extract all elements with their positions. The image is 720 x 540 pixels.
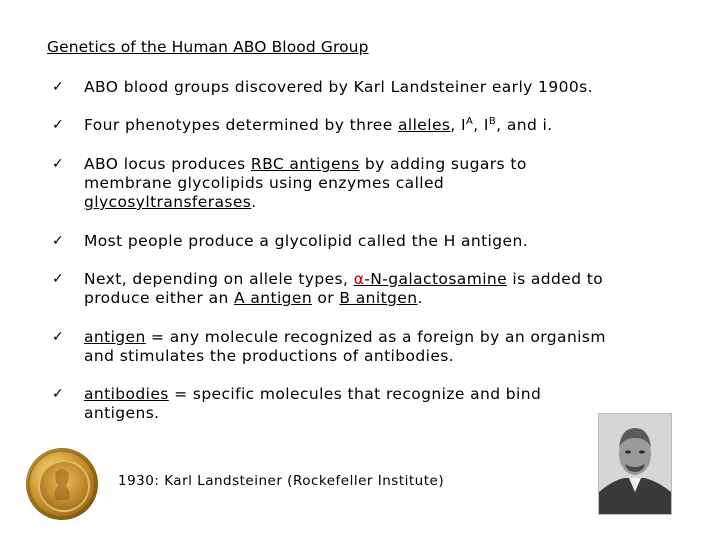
checkmark-icon: ✓ (52, 329, 65, 345)
slide-title: Genetics of the Human ABO Blood Group (47, 38, 369, 56)
checkmark-icon: ✓ (52, 156, 65, 172)
checkmark-icon: ✓ (52, 386, 65, 402)
antibodies-link[interactable]: antibodies (84, 385, 169, 403)
n-galactosamine-link[interactable]: α-N-galactosamine (353, 270, 508, 288)
nobel-medal-icon (26, 448, 98, 520)
checkmark-icon: ✓ (52, 117, 65, 133)
bullet-6-text: antigen = any molecule recognized as a foreign by an organism and stimulates the productions of antibodies. (84, 328, 606, 365)
alleles-link[interactable]: alleles (398, 116, 451, 134)
rbc-antigens-link[interactable]: RBC antigens (250, 155, 360, 173)
checkmark-icon: ✓ (52, 271, 65, 287)
bullet-1-text: ABO blood groups discovered by Karl Landsteiner early 1900s. (84, 78, 593, 96)
glycosyltransferases-link[interactable]: glycosyltransferases (84, 193, 252, 211)
bullet-4-text: Most people produce a glycolipid called the H antigen. (84, 232, 528, 250)
bullet-5-text: Next, depending on allele types, α-N-galactosamine is added to produce either an A antigen or B anitgen. (84, 270, 604, 307)
bullet-2-text: Four phenotypes determined by three alleles, $I^A$, $I^B$, and i. (84, 115, 553, 134)
antigen-link[interactable]: antigen (84, 328, 146, 346)
caption: 1930: Karl Landsteiner (Rockefeller Institute) (118, 473, 445, 489)
bullet-7-text: antibodies = specific molecules that recognize and bind antigens. (84, 385, 542, 422)
bullet-3-text: ABO locus produces RBC antigens by adding sugars to membrane glycolipids using enzymes called glycosyltransferases. (84, 155, 527, 211)
checkmark-icon: ✓ (52, 79, 65, 95)
b-antigen-link[interactable]: B anitgen (339, 289, 418, 307)
a-antigen-link[interactable]: A antigen (234, 289, 313, 307)
checkmark-icon: ✓ (52, 233, 65, 249)
landsteiner-portrait-icon (598, 413, 672, 515)
